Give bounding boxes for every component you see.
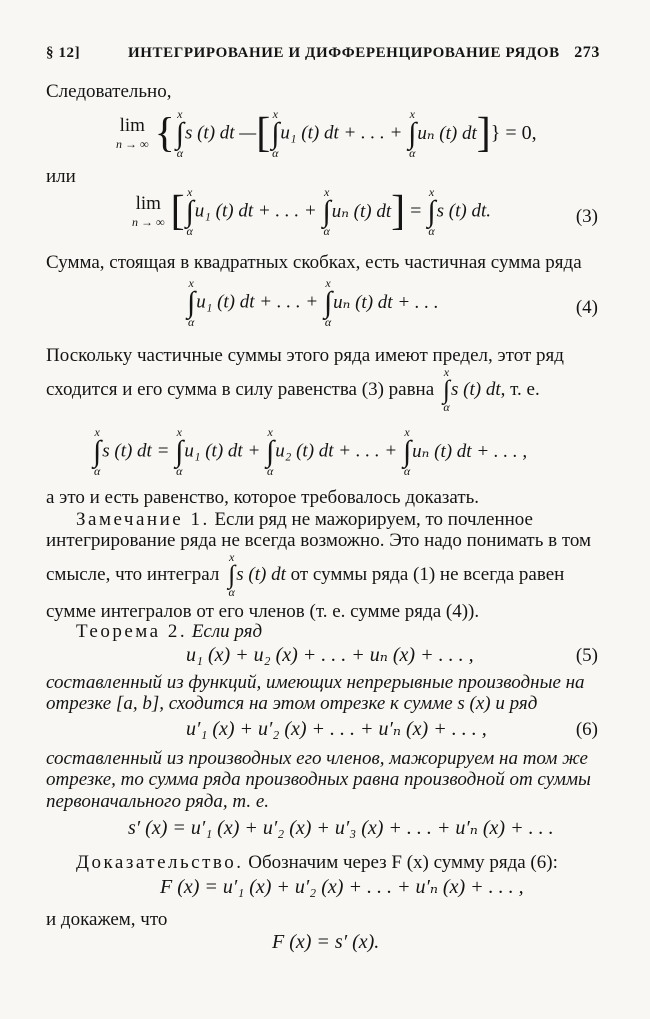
equation-number-4: (4)	[575, 297, 598, 318]
remark-line: Замечание 1. Если ряд не мажорируем, то почленное	[76, 509, 533, 530]
paragraph-line: а это и есть равенство, которое требовалось доказать.	[46, 487, 480, 508]
interval: [a, b]	[115, 693, 160, 714]
remark-line: сумме интегралов от его членов (т. е. сумме ряда (4)).	[46, 601, 480, 622]
theorem-label: Теорема 2.	[76, 621, 188, 642]
equation-goal: F (x) = s′ (x).	[272, 931, 380, 953]
equation-6: u′₁ (x) + u′₂ (x) + . . . + u′ₙ (x) + . . . ,	[186, 718, 487, 740]
paragraph-line: Следовательно,	[46, 81, 172, 102]
theorem-line: составленный из функций, имеющих непрерывные производные на	[46, 672, 585, 693]
theorem-line: отрезке [a, b], сходится на этом отрезке к сумме s (x) и ряд	[46, 693, 538, 714]
equation-5: u₁ (x) + u₂ (x) + . . . + uₙ (x) + . . . ,	[186, 644, 474, 666]
proof-line: и докажем, что	[46, 909, 168, 930]
paragraph-line: или	[46, 166, 76, 187]
paragraph-line-inline-integral: сходится и его сумма в силу равенства (3) равна x ∫ α s (t) dt, т. е.	[46, 365, 540, 415]
equation-number-5: (5)	[575, 645, 598, 666]
equation-limit-zero: lim n → ∞ { x ∫ α s (t) dt —[ x ∫ α u₁ (t) dt + . . . + x ∫ α uₙ (t) dt]} = 0,	[116, 107, 537, 160]
section-number: § 12]	[46, 45, 81, 61]
equation-3: lim n → ∞ [ x ∫ α u₁ (t) dt + . . . + x ∫ α uₙ (t) dt] = x ∫ α s (t) dt.	[132, 185, 491, 238]
theorem-line: отрезке, то сумма ряда производных равна производной от суммы	[46, 769, 591, 790]
theorem-line: Теорема 2. Если ряд	[76, 621, 263, 642]
theorem-line: первоначального ряда, т. е.	[46, 791, 270, 812]
equation-series-integral: x ∫ α s (t) dt = x ∫ α u₁ (t) dt + x ∫ α u₂ (t) dt + . . . + x ∫ α uₙ (t) dt + . . . ,	[93, 425, 528, 478]
theorem-line: составленный из производных его членов, мажорируем на том же	[46, 748, 588, 769]
proof-line: Доказательство. Обозначим через F (x) сумму ряда (6):	[76, 852, 558, 873]
equation-number-3: (3)	[575, 206, 598, 227]
remark-line: интегрирование ряда не всегда возможно. Это надо понимать в том	[46, 530, 592, 551]
page-number: 273	[574, 44, 600, 61]
remark-line-inline-integral: смысле, что интеграл x ∫ α s (t) dt от суммы ряда (1) не всегда равен	[46, 550, 565, 600]
equation-derivative-series: s′ (x) = u′₁ (x) + u′₂ (x) + u′₃ (x) + . . . + u′ₙ (x) + . . .	[128, 817, 554, 839]
running-title: ИНТЕГРИРОВАНИЕ И ДИФФЕРЕНЦИРОВАНИЕ РЯДОВ	[128, 45, 560, 61]
paragraph-line: Сумма, стоящая в квадратных скобках, есть частичная сумма ряда	[46, 252, 582, 273]
paragraph-line: Поскольку частичные суммы этого ряда имеют предел, этот ряд	[46, 345, 564, 366]
remark-label: Замечание 1.	[76, 509, 210, 530]
equation-F-definition: F (x) = u′₁ (x) + u′₂ (x) + . . . + u′ₙ (x) + . . . ,	[160, 876, 524, 898]
eq2-tail: } = 0,	[490, 122, 537, 144]
equation-number-6: (6)	[575, 719, 598, 740]
equation-4: x ∫ α u₁ (t) dt + . . . + x ∫ α uₙ (t) dt + . . .	[187, 276, 439, 329]
proof-label: Доказательство.	[76, 852, 244, 873]
sum-function: s (x)	[457, 693, 491, 714]
